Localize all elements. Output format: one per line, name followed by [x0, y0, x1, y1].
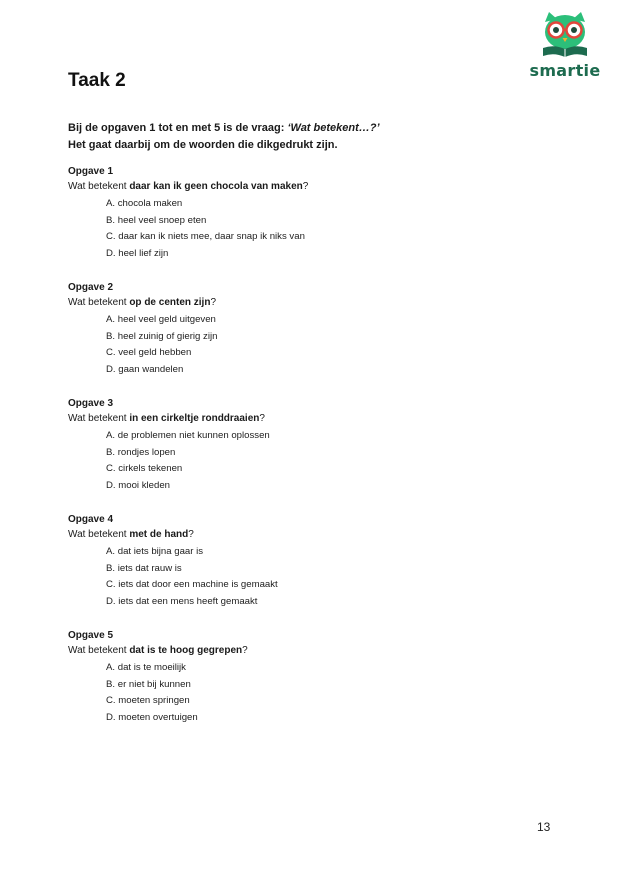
- question-expression: met de hand: [129, 529, 189, 540]
- answer-options: [106, 428, 538, 494]
- exercise-2: [68, 280, 538, 396]
- option-a: A. dat is te moeilijk: [106, 662, 186, 673]
- option-b: B. heel zuinig of gierig zijn: [106, 330, 218, 342]
- option-a: A. chocola maken: [106, 198, 183, 209]
- logo-wordmark: smartie: [529, 61, 601, 80]
- option-a: A. de problemen niet kunnen oplossen: [106, 430, 270, 441]
- question-suffix: ?: [242, 645, 248, 656]
- exercise-question: [68, 643, 538, 659]
- question-expression: dat is te hoog gegrepen: [129, 645, 243, 656]
- question-suffix: ?: [259, 413, 265, 424]
- option-b: B. er niet bij kunnen: [106, 678, 191, 690]
- exercise-title: Opgave 4: [68, 514, 114, 525]
- question-suffix: ?: [188, 529, 194, 540]
- exercise-5: [68, 628, 538, 744]
- question-expression: op de centen zijn: [129, 297, 211, 308]
- question-prefix: Wat betekent: [68, 413, 130, 424]
- question-prefix: Wat betekent: [68, 645, 130, 656]
- page-title: Taak 2: [68, 70, 126, 91]
- exercise-question: [68, 411, 538, 427]
- exercise-question: [68, 527, 538, 543]
- smartie-logo: [526, 10, 604, 82]
- exercise-title: Opgave 3: [68, 398, 114, 409]
- instruction-question: ‘Wat betekent…?’: [287, 122, 380, 134]
- option-a: A. heel veel geld uitgeven: [106, 314, 216, 325]
- question-suffix: ?: [210, 297, 217, 308]
- option-d: D. gaan wandelen: [106, 363, 184, 375]
- exercise-title: Opgave 5: [68, 630, 114, 641]
- answer-options: [106, 660, 538, 726]
- instruction-line-2: Het gaat daarbij om de woorden die dikgedrukt zijn.: [68, 139, 338, 151]
- option-c: C. veel geld hebben: [106, 347, 192, 359]
- exercise-3: [68, 396, 538, 512]
- question-suffix: ?: [302, 181, 309, 192]
- exercise-question: [68, 295, 538, 311]
- owl-icon: [535, 10, 595, 60]
- option-d: D. heel lief zijn: [106, 247, 169, 259]
- question-prefix: Wat betekent: [68, 181, 130, 192]
- option-c: C. iets dat door een machine is gemaakt: [106, 579, 278, 591]
- exercise-4: [68, 512, 538, 628]
- question-expression: in een cirkeltje ronddraaien: [129, 413, 260, 424]
- answer-options: [106, 312, 538, 378]
- exercise-title: Opgave 1: [68, 166, 114, 177]
- option-c: C. cirkels tekenen: [106, 463, 183, 475]
- option-d: D. moeten overtuigen: [106, 711, 198, 723]
- exercise-question: [68, 179, 538, 195]
- exercise-1: [68, 164, 538, 280]
- instruction-line-1: [68, 120, 508, 137]
- option-c: C. daar kan ik niets mee, daar snap ik niks van: [106, 231, 305, 243]
- option-d: D. iets dat een mens heeft gemaakt: [106, 595, 258, 607]
- option-b: B. heel veel snoep eten: [106, 214, 207, 226]
- instruction-text: Bij de opgaven 1 tot en met 5 is de vraag:: [68, 122, 288, 134]
- question-expression: daar kan ik geen chocola van maken: [129, 181, 303, 192]
- exercise-title: Opgave 2: [68, 282, 114, 293]
- option-b: B. rondjes lopen: [106, 446, 176, 458]
- exercise-list: [68, 164, 538, 744]
- question-prefix: Wat betekent: [68, 529, 130, 540]
- option-a: A. dat iets bijna gaar is: [106, 546, 204, 557]
- question-prefix: Wat betekent: [68, 297, 130, 308]
- answer-options: [106, 196, 538, 262]
- instructions: [68, 120, 508, 154]
- page-number: 13: [537, 820, 551, 834]
- option-d: D. mooi kleden: [106, 479, 170, 491]
- answer-options: [106, 544, 538, 610]
- option-b: B. iets dat rauw is: [106, 562, 182, 574]
- option-c: C. moeten springen: [106, 695, 190, 707]
